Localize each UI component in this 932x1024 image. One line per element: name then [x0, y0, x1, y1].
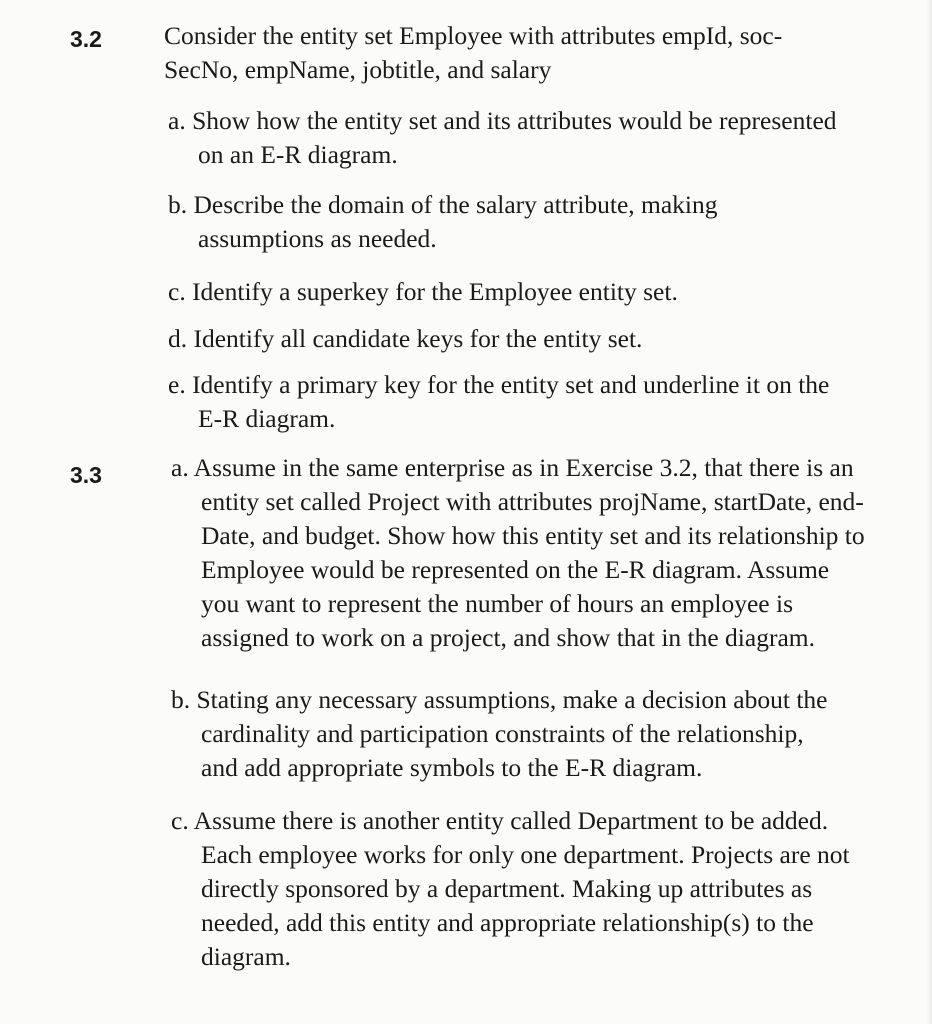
item-line: Date, and budget. Show how this entity set and its relationship to — [201, 521, 865, 550]
exercise-number-3-2: 3.2 — [70, 26, 102, 52]
exercise-3-2-intro — [164, 19, 904, 87]
intro-line: SecNo, empName, jobtitle, and salary — [164, 55, 552, 84]
exercise-3-2-item-e — [168, 368, 829, 436]
item-line: you want to represent the number of hours an employee is — [201, 589, 794, 618]
item-line: on an E-R diagram. — [198, 140, 398, 169]
exercise-3-3-item-c — [171, 804, 850, 974]
item-line: assumptions as needed. — [198, 224, 437, 253]
exercise-3-2-item-c — [168, 275, 678, 309]
item-line: d. Identify all candidate keys for the entity set. — [168, 324, 643, 353]
exercise-number-3-3: 3.3 — [70, 462, 102, 488]
item-line: c. Identify a superkey for the Employee entity set. — [168, 277, 678, 306]
item-line: assigned to work on a project, and show that in the diagram. — [201, 623, 815, 652]
exercise-3-3-item-a — [171, 451, 865, 655]
item-line: a. Show how the entity set and its attributes would be represented — [168, 106, 837, 135]
item-line: Each employee works for only one department. Projects are not — [201, 840, 850, 869]
page-edge-shadow — [926, 0, 932, 1024]
exercise-3-3-item-b — [171, 683, 827, 785]
item-line: diagram. — [201, 942, 291, 971]
item-line: a. Assume in the same enterprise as in Exercise 3.2, that there is an — [171, 453, 854, 482]
item-line: cardinality and participation constraints of the relationship, — [201, 719, 804, 748]
item-line: E-R diagram. — [198, 404, 336, 433]
item-line: Employee would be represented on the E-R diagram. Assume — [201, 555, 830, 584]
item-line: entity set called Project with attributes projName, startDate, end- — [201, 487, 864, 516]
item-line: b. Describe the domain of the salary attribute, making — [168, 190, 718, 219]
item-line: c. Assume there is another entity called Department to be added. — [171, 806, 829, 835]
item-line: directly sponsored by a department. Making up attributes as — [201, 874, 813, 903]
exercise-3-2-item-b — [168, 188, 718, 256]
item-line: and add appropriate symbols to the E-R diagram. — [201, 753, 703, 782]
item-line: needed, add this entity and appropriate relationship(s) to the — [201, 908, 814, 937]
item-line: b. Stating any necessary assumptions, make a decision about the — [171, 685, 828, 714]
intro-line: Consider the entity set Employee with attributes empId, soc- — [164, 21, 783, 50]
exercise-3-2-item-d — [168, 322, 642, 356]
exercise-3-2-item-a — [168, 104, 837, 172]
item-line: e. Identify a primary key for the entity set and underline it on the — [168, 370, 830, 399]
